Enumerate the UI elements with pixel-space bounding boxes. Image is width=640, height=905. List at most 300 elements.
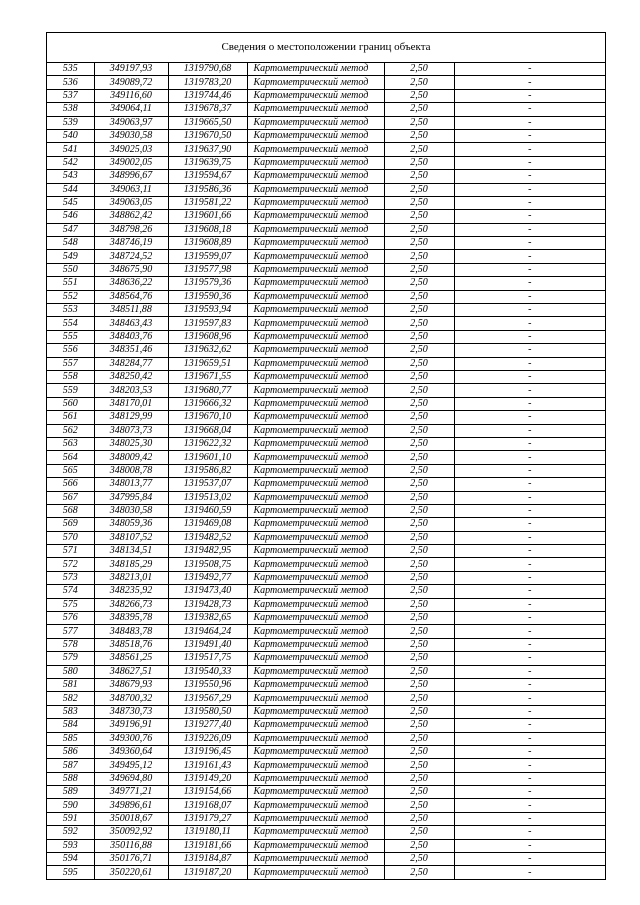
accuracy-cell: 2,50 <box>384 263 454 276</box>
method-cell: Картометрический метод <box>247 344 384 357</box>
point-number-cell: 576 <box>47 612 94 625</box>
y-coordinate-cell: 1319581,22 <box>168 196 247 209</box>
accuracy-cell: 2,50 <box>384 330 454 343</box>
note-cell: - <box>454 518 605 531</box>
note-cell: - <box>454 491 605 504</box>
table-row <box>47 357 605 370</box>
x-coordinate-cell: 348008,78 <box>94 464 168 477</box>
table-row <box>47 370 605 383</box>
table-row <box>47 76 605 89</box>
x-coordinate-cell: 348483,78 <box>94 625 168 638</box>
table-row <box>47 732 605 745</box>
accuracy-cell: 2,50 <box>384 464 454 477</box>
x-coordinate-cell: 348511,88 <box>94 304 168 317</box>
method-cell: Картометрический метод <box>247 76 384 89</box>
table-row <box>47 531 605 544</box>
y-coordinate-cell: 1319671,55 <box>168 370 247 383</box>
note-cell: - <box>454 357 605 370</box>
point-number-cell: 554 <box>47 317 94 330</box>
point-number-cell: 545 <box>47 196 94 209</box>
accuracy-cell: 2,50 <box>384 397 454 410</box>
accuracy-cell: 2,50 <box>384 317 454 330</box>
accuracy-cell: 2,50 <box>384 518 454 531</box>
y-coordinate-cell: 1319586,82 <box>168 464 247 477</box>
note-cell: - <box>528 866 532 878</box>
method-cell: Картометрический метод <box>247 304 384 317</box>
coordinates-table <box>47 63 605 879</box>
point-number-cell: 578 <box>47 638 94 651</box>
table-row <box>47 705 605 718</box>
note-cell: - <box>454 76 605 89</box>
coordinates-sheet <box>46 32 606 880</box>
point-number-cell: 543 <box>47 170 94 183</box>
x-coordinate-cell: 348675,90 <box>94 263 168 276</box>
note-cell: - <box>454 384 605 397</box>
note-cell: - <box>454 531 605 544</box>
x-coordinate-cell: 348203,53 <box>94 384 168 397</box>
accuracy-cell: 2,50 <box>384 424 454 437</box>
note-cell: - <box>454 451 605 464</box>
table-row <box>47 464 605 477</box>
table-row <box>47 89 605 102</box>
accuracy-cell: 2,50 <box>384 129 454 142</box>
y-coordinate-cell: 1319180,11 <box>168 826 247 839</box>
x-coordinate-cell: 348636,22 <box>94 277 168 290</box>
table-row <box>47 571 605 584</box>
accuracy-cell: 2,50 <box>384 558 454 571</box>
y-coordinate-cell: 1319597,83 <box>168 317 247 330</box>
x-coordinate-cell: 348700,32 <box>94 692 168 705</box>
y-coordinate-cell: 1319537,07 <box>168 478 247 491</box>
table-row <box>47 478 605 491</box>
accuracy-cell: 2,50 <box>384 692 454 705</box>
table-row <box>47 304 605 317</box>
x-coordinate-cell: 348463,43 <box>94 317 168 330</box>
x-coordinate-cell: 350116,88 <box>94 839 168 852</box>
table-row <box>47 799 605 812</box>
method-cell: Картометрический метод <box>247 799 384 812</box>
point-number-cell: 566 <box>47 478 94 491</box>
table-row <box>47 612 605 625</box>
x-coordinate-cell: 348996,67 <box>94 170 168 183</box>
method-cell: Картометрический метод <box>247 531 384 544</box>
point-number-cell: 585 <box>47 732 94 745</box>
method-cell: Картометрический метод <box>247 692 384 705</box>
point-number-cell: 580 <box>47 665 94 678</box>
method-cell: Картометрический метод <box>247 103 384 116</box>
accuracy-cell: 2,50 <box>384 652 454 665</box>
note-cell: - <box>454 103 605 116</box>
y-coordinate-cell: 1319187,20 <box>168 866 247 879</box>
note-cell: - <box>454 210 605 223</box>
note-cell: - <box>454 638 605 651</box>
x-coordinate-cell: 348266,73 <box>94 598 168 611</box>
note-cell: - <box>454 558 605 571</box>
table-row <box>47 692 605 705</box>
point-number-cell: 584 <box>47 719 94 732</box>
table-row <box>47 196 605 209</box>
point-number-cell: 548 <box>47 237 94 250</box>
method-cell: Картометрический метод <box>247 370 384 383</box>
method-cell: Картометрический метод <box>247 772 384 785</box>
accuracy-cell: 2,50 <box>384 585 454 598</box>
x-coordinate-cell: 348395,78 <box>94 612 168 625</box>
note-cell: - <box>454 317 605 330</box>
y-coordinate-cell: 1319670,50 <box>168 129 247 142</box>
y-coordinate-cell: 1319460,59 <box>168 504 247 517</box>
sheet-title: Сведения о местоположении границ объекта <box>47 33 605 63</box>
note-cell: - <box>454 143 605 156</box>
note-cell: - <box>454 692 605 705</box>
table-row <box>47 317 605 330</box>
point-number-cell: 561 <box>47 411 94 424</box>
x-coordinate-cell: 349089,72 <box>94 76 168 89</box>
point-number-cell: 535 <box>47 63 94 76</box>
method-cell: Картометрический метод <box>247 424 384 437</box>
point-number-cell: 563 <box>47 437 94 450</box>
method-cell: Картометрический метод <box>247 504 384 517</box>
method-cell: Картометрический метод <box>247 545 384 558</box>
point-number-cell: 577 <box>47 625 94 638</box>
method-cell: Картометрический метод <box>247 451 384 464</box>
table-row <box>47 437 605 450</box>
y-coordinate-cell: 1319659,51 <box>168 357 247 370</box>
y-coordinate-cell: 1319181,66 <box>168 839 247 852</box>
y-coordinate-cell: 1319601,10 <box>168 451 247 464</box>
point-number-cell: 555 <box>47 330 94 343</box>
note-cell: - <box>454 652 605 665</box>
table-row <box>47 545 605 558</box>
note-cell: - <box>454 237 605 250</box>
note-cell: - <box>454 612 605 625</box>
y-coordinate-cell: 1319184,87 <box>168 853 247 866</box>
note-cell: - <box>454 719 605 732</box>
note-cell: - <box>454 437 605 450</box>
table-row <box>47 210 605 223</box>
table-row <box>47 384 605 397</box>
method-cell: Картометрический метод <box>247 853 384 866</box>
note-cell: - <box>454 853 605 866</box>
note-cell: - <box>454 464 605 477</box>
method-cell: Картометрический метод <box>247 263 384 276</box>
table-row <box>47 853 605 866</box>
point-number-cell: 591 <box>47 812 94 825</box>
method-cell: Картометрический метод <box>247 129 384 142</box>
point-number-cell: 544 <box>47 183 94 196</box>
method-cell: Картометрический метод <box>247 143 384 156</box>
point-number-cell: 572 <box>47 558 94 571</box>
point-number-cell: 560 <box>47 397 94 410</box>
table-row <box>47 63 605 76</box>
note-cell: - <box>454 223 605 236</box>
accuracy-cell: 2,50 <box>384 665 454 678</box>
table-row <box>47 223 605 236</box>
accuracy-cell: 2,50 <box>384 143 454 156</box>
method-cell: Картометрический метод <box>247 384 384 397</box>
table-row <box>47 745 605 758</box>
note-cell: - <box>454 156 605 169</box>
method-cell: Картометрический метод <box>247 237 384 250</box>
point-number-cell: 551 <box>47 277 94 290</box>
x-coordinate-cell: 349063,05 <box>94 196 168 209</box>
point-number-cell: 589 <box>47 786 94 799</box>
accuracy-cell: 2,50 <box>384 344 454 357</box>
accuracy-cell: 2,50 <box>384 196 454 209</box>
accuracy-cell: 2,50 <box>384 210 454 223</box>
x-coordinate-cell: 348798,26 <box>94 223 168 236</box>
y-coordinate-cell: 1319226,09 <box>168 732 247 745</box>
table-row <box>47 665 605 678</box>
accuracy-cell: 2,50 <box>384 812 454 825</box>
y-coordinate-cell: 1319492,77 <box>168 571 247 584</box>
accuracy-cell: 2,50 <box>384 678 454 691</box>
x-coordinate-cell: 348129,99 <box>94 411 168 424</box>
table-row <box>47 638 605 651</box>
note-cell: - <box>454 585 605 598</box>
x-coordinate-cell: 347995,84 <box>94 491 168 504</box>
table-row <box>47 116 605 129</box>
note-cell: - <box>454 504 605 517</box>
y-coordinate-cell: 1319666,32 <box>168 397 247 410</box>
note-cell: - <box>454 759 605 772</box>
method-cell: Картометрический метод <box>247 89 384 102</box>
y-coordinate-cell: 1319744,46 <box>168 89 247 102</box>
point-number-cell: 587 <box>47 759 94 772</box>
y-coordinate-cell: 1319491,40 <box>168 638 247 651</box>
note-cell: - <box>454 678 605 691</box>
accuracy-cell: 2,50 <box>384 370 454 383</box>
method-cell: Картометрический метод <box>247 210 384 223</box>
y-coordinate-cell: 1319632,62 <box>168 344 247 357</box>
table-row <box>47 451 605 464</box>
y-coordinate-cell: 1319590,36 <box>168 290 247 303</box>
y-coordinate-cell: 1319464,24 <box>168 625 247 638</box>
point-number-cell: 579 <box>47 652 94 665</box>
table-row <box>47 424 605 437</box>
point-number-cell: 595 <box>47 866 94 879</box>
y-coordinate-cell: 1319594,67 <box>168 170 247 183</box>
table-row <box>47 625 605 638</box>
x-coordinate-cell: 348403,76 <box>94 330 168 343</box>
y-coordinate-cell: 1319639,75 <box>168 156 247 169</box>
note-cell: - <box>454 545 605 558</box>
note-cell: - <box>454 290 605 303</box>
method-cell: Картометрический метод <box>247 612 384 625</box>
y-coordinate-cell: 1319622,32 <box>168 437 247 450</box>
point-number-cell: 562 <box>47 424 94 437</box>
y-coordinate-cell: 1319196,45 <box>168 745 247 758</box>
y-coordinate-cell: 1319790,68 <box>168 63 247 76</box>
y-coordinate-cell: 1319382,65 <box>168 612 247 625</box>
method-cell: Картометрический метод <box>247 277 384 290</box>
note-cell: - <box>454 397 605 410</box>
y-coordinate-cell: 1319473,40 <box>168 585 247 598</box>
method-cell: Картометрический метод <box>247 839 384 852</box>
x-coordinate-cell: 349197,93 <box>94 63 168 76</box>
accuracy-cell: 2,50 <box>384 116 454 129</box>
note-cell: - <box>454 129 605 142</box>
y-coordinate-cell: 1319161,43 <box>168 759 247 772</box>
y-coordinate-cell: 1319608,89 <box>168 237 247 250</box>
method-cell: Картометрический метод <box>247 585 384 598</box>
x-coordinate-cell: 348009,42 <box>94 451 168 464</box>
x-coordinate-cell: 348518,76 <box>94 638 168 651</box>
note-cell: - <box>454 277 605 290</box>
method-cell: Картометрический метод <box>247 719 384 732</box>
y-coordinate-cell: 1319608,96 <box>168 330 247 343</box>
x-coordinate-cell: 348730,73 <box>94 705 168 718</box>
y-coordinate-cell: 1319567,29 <box>168 692 247 705</box>
x-coordinate-cell: 348013,77 <box>94 478 168 491</box>
x-coordinate-cell: 348746,19 <box>94 237 168 250</box>
x-coordinate-cell: 349196,91 <box>94 719 168 732</box>
y-coordinate-cell: 1319783,20 <box>168 76 247 89</box>
accuracy-cell: 2,50 <box>384 491 454 504</box>
accuracy-cell: 2,50 <box>384 411 454 424</box>
point-number-cell: 594 <box>47 853 94 866</box>
y-coordinate-cell: 1319179,27 <box>168 812 247 825</box>
note-cell: - <box>454 745 605 758</box>
table-row <box>47 491 605 504</box>
accuracy-cell: 2,50 <box>384 638 454 651</box>
point-number-cell: 549 <box>47 250 94 263</box>
table-row <box>47 558 605 571</box>
accuracy-cell: 2,50 <box>384 451 454 464</box>
point-number-cell: 556 <box>47 344 94 357</box>
table-row <box>47 866 605 879</box>
method-cell: Картометрический метод <box>247 625 384 638</box>
x-coordinate-cell: 349025,03 <box>94 143 168 156</box>
x-coordinate-cell: 349771,21 <box>94 786 168 799</box>
method-cell: Картометрический метод <box>247 437 384 450</box>
y-coordinate-cell: 1319608,18 <box>168 223 247 236</box>
note-cell: - <box>454 826 605 839</box>
x-coordinate-cell: 348170,01 <box>94 397 168 410</box>
point-number-cell: 536 <box>47 76 94 89</box>
method-cell: Картометрический метод <box>247 330 384 343</box>
y-coordinate-cell: 1319637,90 <box>168 143 247 156</box>
method-cell: Картометрический метод <box>247 464 384 477</box>
point-number-cell: 542 <box>47 156 94 169</box>
table-row <box>47 411 605 424</box>
table-row <box>47 652 605 665</box>
x-coordinate-cell: 348561,25 <box>94 652 168 665</box>
table-row <box>47 518 605 531</box>
note-cell: - <box>454 411 605 424</box>
point-number-cell: 541 <box>47 143 94 156</box>
note-cell: - <box>454 196 605 209</box>
table-row <box>47 237 605 250</box>
x-coordinate-cell: 348235,92 <box>94 585 168 598</box>
y-coordinate-cell: 1319482,52 <box>168 531 247 544</box>
table-row <box>47 759 605 772</box>
table-row <box>47 170 605 183</box>
point-number-cell: 592 <box>47 826 94 839</box>
accuracy-cell: 2,50 <box>384 705 454 718</box>
x-coordinate-cell: 349064,11 <box>94 103 168 116</box>
note-cell: - <box>454 732 605 745</box>
point-number-cell: 581 <box>47 678 94 691</box>
table-row <box>47 598 605 611</box>
table-row <box>47 263 605 276</box>
point-number-cell: 583 <box>47 705 94 718</box>
point-number-cell: 552 <box>47 290 94 303</box>
table-row <box>47 250 605 263</box>
accuracy-cell: 2,50 <box>384 598 454 611</box>
y-coordinate-cell: 1319579,36 <box>168 277 247 290</box>
point-number-cell: 569 <box>47 518 94 531</box>
point-number-cell: 575 <box>47 598 94 611</box>
y-coordinate-cell: 1319508,75 <box>168 558 247 571</box>
method-cell: Картометрический метод <box>247 196 384 209</box>
method-cell: Картометрический метод <box>247 866 384 879</box>
x-coordinate-cell: 348250,42 <box>94 370 168 383</box>
point-number-cell: 564 <box>47 451 94 464</box>
method-cell: Картометрический метод <box>247 638 384 651</box>
method-cell: Картометрический метод <box>247 478 384 491</box>
accuracy-cell: 2,50 <box>384 277 454 290</box>
note-cell: - <box>454 330 605 343</box>
note-cell: - <box>454 344 605 357</box>
point-number-cell: 574 <box>47 585 94 598</box>
note-cell: - <box>454 799 605 812</box>
note-cell: - <box>454 183 605 196</box>
point-number-cell: 568 <box>47 504 94 517</box>
note-cell: - <box>454 839 605 852</box>
method-cell: Картометрический метод <box>247 491 384 504</box>
y-coordinate-cell: 1319168,07 <box>168 799 247 812</box>
table-row <box>47 839 605 852</box>
x-coordinate-cell: 350092,92 <box>94 826 168 839</box>
accuracy-cell: 2,50 <box>384 772 454 785</box>
accuracy-cell: 2,50 <box>384 799 454 812</box>
method-cell: Картометрический метод <box>247 759 384 772</box>
y-coordinate-cell: 1319154,66 <box>168 786 247 799</box>
point-number-cell: 571 <box>47 545 94 558</box>
y-coordinate-cell: 1319586,36 <box>168 183 247 196</box>
method-cell: Картометрический метод <box>247 812 384 825</box>
x-coordinate-cell: 348284,77 <box>94 357 168 370</box>
point-number-cell: 586 <box>47 745 94 758</box>
point-number-cell: 590 <box>47 799 94 812</box>
note-cell: - <box>454 598 605 611</box>
note-cell: - <box>454 116 605 129</box>
accuracy-cell: 2,50 <box>384 545 454 558</box>
point-number-cell: 546 <box>47 210 94 223</box>
accuracy-cell: 2,50 <box>384 223 454 236</box>
x-coordinate-cell: 348351,46 <box>94 344 168 357</box>
table-row <box>47 786 605 799</box>
accuracy-cell: 2,50 <box>384 63 454 76</box>
method-cell: Картометрический метод <box>247 652 384 665</box>
note-cell: - <box>454 571 605 584</box>
point-number-cell: 582 <box>47 692 94 705</box>
point-number-cell: 547 <box>47 223 94 236</box>
point-number-cell: 573 <box>47 571 94 584</box>
accuracy-cell: 2,50 <box>384 304 454 317</box>
x-coordinate-cell: 349002,05 <box>94 156 168 169</box>
y-coordinate-cell: 1319469,08 <box>168 518 247 531</box>
accuracy-cell: 2,50 <box>384 170 454 183</box>
method-cell: Картометрический метод <box>247 63 384 76</box>
x-coordinate-cell: 349063,11 <box>94 183 168 196</box>
note-cell: - <box>454 772 605 785</box>
accuracy-cell: 2,50 <box>384 826 454 839</box>
table-row <box>47 504 605 517</box>
table-row <box>47 719 605 732</box>
x-coordinate-cell: 348134,51 <box>94 545 168 558</box>
accuracy-cell: 2,50 <box>384 437 454 450</box>
